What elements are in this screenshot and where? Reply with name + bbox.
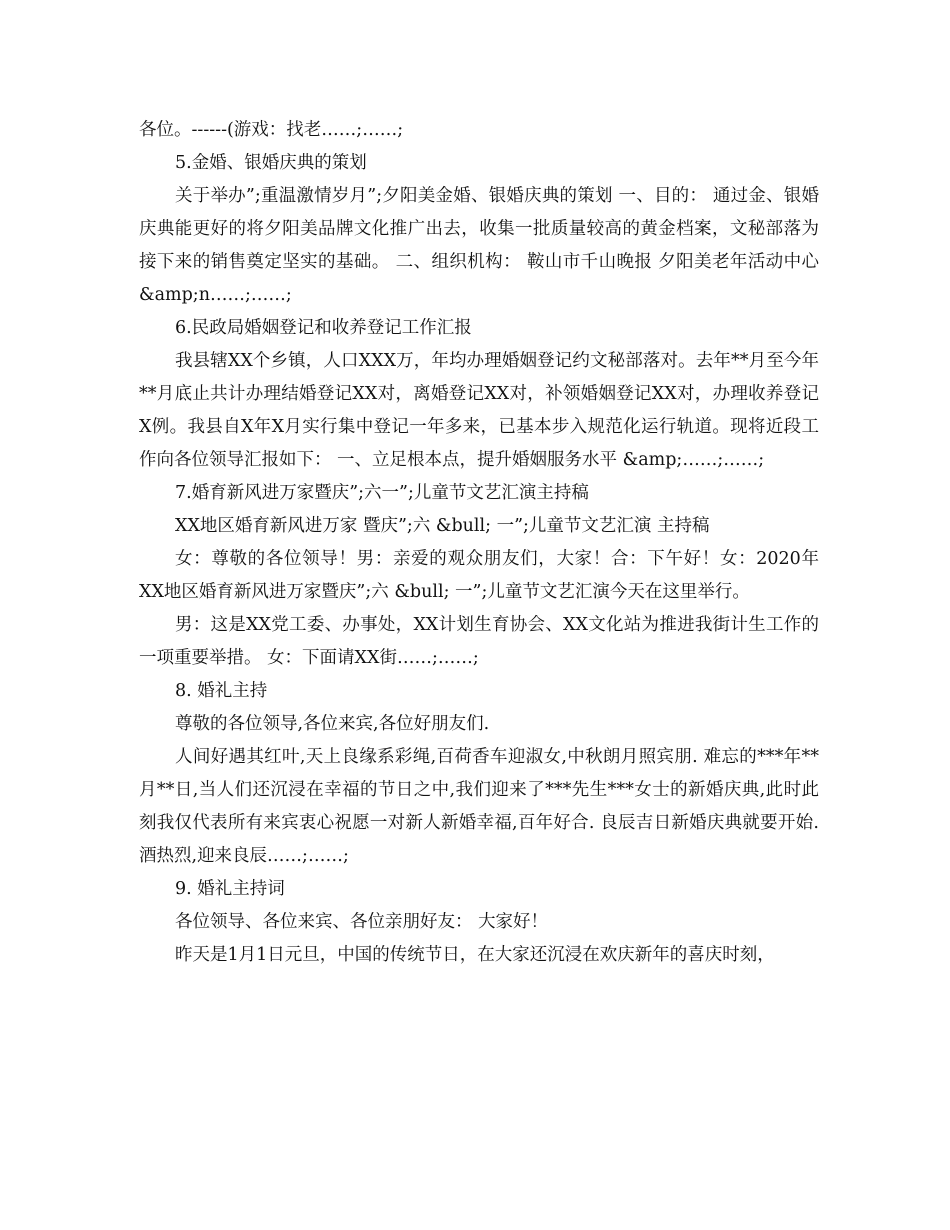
- paragraph: 男：这是XX党工委、办事处，XX计划生育协会、XX文化站为推进我街计生工作的一项重要举措。 女：下面请XX街……;……;: [139, 615, 819, 668]
- paragraph: 人间好遇其红叶,天上良缘系彩绳,百荷香车迎淑女,中秋朗月照宾朋. 难忘的***年**月**日,当人们还沉浸在幸福的节日之中,我们迎来了***先生***女士的新婚庆典,此时此刻我仅代表所有来宾衷心祝愿一对新人新婚幸福,百年好合. 良辰吉日新婚庆典就要开始.酒热烈,迎来良辰……;……;: [139, 747, 819, 866]
- section-heading: 8. 婚礼主持: [175, 681, 268, 701]
- document-body: [139, 114, 825, 972]
- paragraph: 各位领导、各位来宾、各位亲朋好友： 大家好！: [175, 912, 549, 932]
- section-heading: 5.金婚、银婚庆典的策划: [175, 153, 367, 173]
- paragraph: 各位。------(游戏：找老……;……;: [139, 120, 404, 140]
- section-heading: 7.婚育新风进万家暨庆”;六一”;儿童节文艺汇演主持稿: [175, 483, 589, 503]
- paragraph: XX地区婚育新风进万家 暨庆”;六 &bull; 一”;儿童节文艺汇演 主持稿: [175, 516, 710, 536]
- paragraph: 尊敬的各位领导,各位来宾,各位好朋友们.: [175, 714, 490, 734]
- paragraph: 关于举办”;重温激情岁月”;夕阳美金婚、银婚庆典的策划 一、目的： 通过金、银婚庆典能更好的将夕阳美品牌文化推广出去，收集一批质量较高的黄金档案，文秘部落为接下来的销售奠定坚实的基础。 二、组织机构： 鞍山市千山晚报 夕阳美老年活动中心 &amp;n……;……;: [139, 186, 825, 305]
- paragraph: 女：尊敬的各位领导！男：亲爱的观众朋友们，大家！合：下午好！女：2020年XX地区婚育新风进万家暨庆”;六 &bull; 一”;儿童节文艺汇演今天在这里举行。: [139, 549, 819, 602]
- paragraph: 我县辖XX个乡镇，人口XXX万，年均办理婚姻登记约文秘部落对。去年**月至今年**月底止共计办理结婚登记XX对，离婚登记XX对，补领婚姻登记XX对，办理收养登记X例。我县自X年X月实行集中登记一年多来，已基本步入规范化运行轨道。现将近段工作向各位领导汇报如下： 一、立足根本点，提升婚姻服务水平 &amp;……;……;: [139, 351, 819, 470]
- section-heading: 6.民政局婚姻登记和收养登记工作汇报: [175, 318, 472, 338]
- paragraph: 昨天是1月1日元旦，中国的传统节日，在大家还沉浸在欢庆新年的喜庆时刻，: [175, 945, 775, 965]
- section-heading: 9. 婚礼主持词: [175, 879, 285, 899]
